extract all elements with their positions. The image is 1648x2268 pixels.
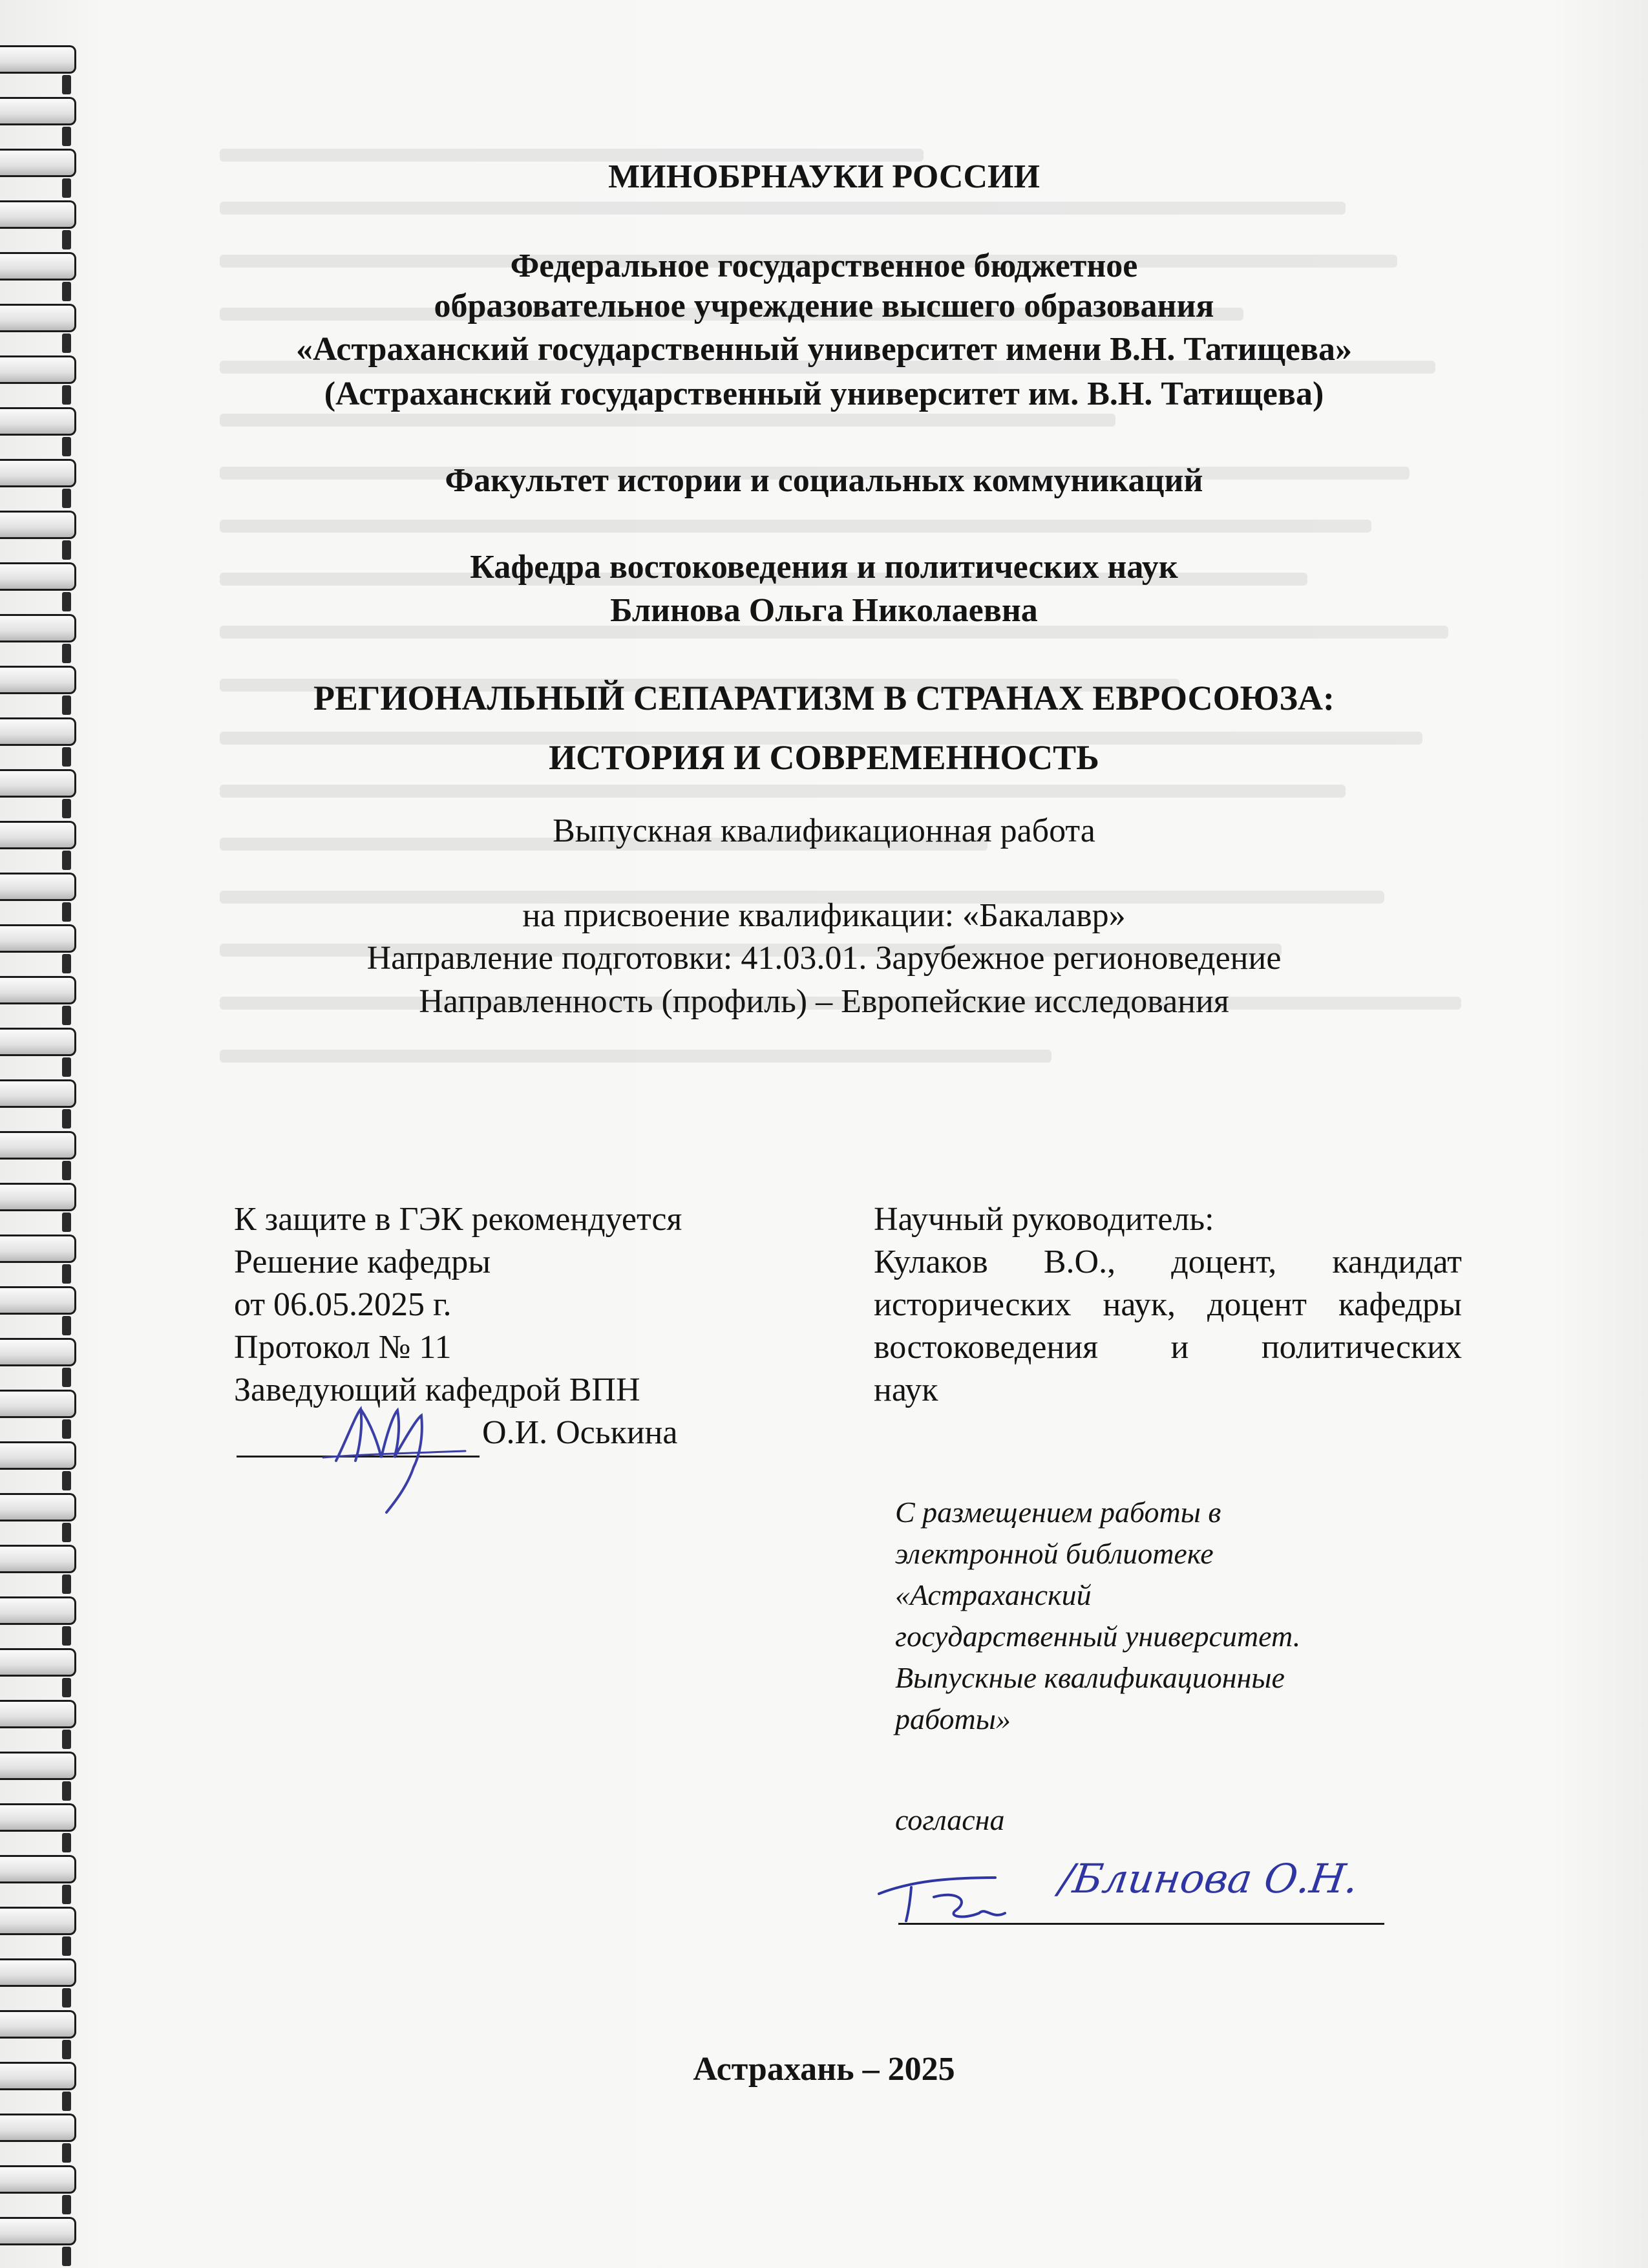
binding-ring [0,1596,76,1625]
supervisor-name: Кулаков В.О., доцент, кандидат [874,1244,1462,1280]
binding-hole [62,1264,71,1284]
binding-ring [0,1338,76,1366]
supervisor-department: востоковедения и политических [874,1329,1462,1366]
consent-line-1: С размещением работы в [895,1496,1221,1529]
binding-hole [62,1678,71,1697]
supervisor-block [874,1198,1462,1412]
consent-line-3: «Астраханский [895,1578,1092,1611]
decision-line: Решение кафедры [234,1244,491,1280]
binding-ring [0,1183,76,1211]
binding-ring [0,1907,76,1935]
institution-line-4: (Астраханский государственный университет им. В.Н. Татищева) [324,376,1324,412]
supervisor-department-end: наук [874,1372,938,1408]
binding-hole [62,2092,71,2111]
consent-line-2: электронной библиотеке [895,1537,1214,1570]
defense-recommendation-block [234,1198,682,1412]
binding-ring [0,97,76,125]
binding-hole [62,2247,71,2266]
binding-hole [62,437,71,456]
binding-hole [62,127,71,146]
binding-hole [62,75,71,94]
protocol-number: Протокол № 11 [234,1329,452,1366]
decision-date: от 06.05.2025 г. [234,1286,452,1323]
binding-ring [0,1803,76,1832]
binding-ring [0,1855,76,1883]
author-name: Блинова Ольга Николаевна [610,592,1038,629]
binding-ring [0,200,76,229]
ministry-heading: МИНОБРНАУКИ РОССИИ [608,158,1040,195]
binding-hole [62,1936,71,1956]
institution-line-3: «Астраханский государственный университет имени В.Н. Татищева» [296,331,1352,368]
binding-hole [62,1626,71,1646]
library-consent-block [895,1492,1300,1740]
binding-ring [0,1235,76,1263]
binding-ring [0,2217,76,2245]
binding-hole [62,1161,71,1180]
binding-hole [62,1213,71,1232]
binding-hole [62,1057,71,1077]
supervisor-degree: исторических наук, доцент кафедры [874,1286,1462,1323]
binding-hole [62,2195,71,2214]
consent-line-4: государственный университет. [895,1620,1301,1653]
binding-hole [62,1833,71,1852]
binding-hole [62,2143,71,2163]
binding-ring [0,1752,76,1780]
binding-hole [62,1316,71,1335]
thesis-title-line-1: РЕГИОНАЛЬНЫЙ СЕПАРАТИЗМ В СТРАНАХ ЕВРОСОЮЗА: [313,679,1335,717]
head-signature [310,1390,478,1519]
institution-line-2: образовательное учреждение высшего образования [434,288,1214,324]
binding-hole [62,644,71,663]
supervisor-label: Научный руководитель: [874,1201,1214,1238]
work-type: Выпускная квалификационная работа [553,812,1095,849]
binding-ring [0,511,76,539]
binding-ring [0,1079,76,1108]
binding-ring [0,1286,76,1315]
consent-line-6: работы» [895,1702,1011,1735]
agreed-word: согласна [895,1803,1005,1836]
binding-ring [0,1390,76,1418]
binding-hole [62,1574,71,1594]
city-year: Астрахань – 2025 [693,2051,955,2088]
binding-ring [0,1958,76,1987]
binding-ring [0,1648,76,1677]
qualification: на присвоение квалификации: «Бакалавр» [522,897,1126,934]
binding-hole [62,1885,71,1904]
training-profile: Направленность (профиль) – Европейские исследования [419,983,1229,1020]
binding-ring [0,45,76,74]
binding-hole [62,1781,71,1801]
binding-hole [62,1988,71,2008]
binding-hole [62,1109,71,1129]
head-signature-name: О.И. Оськина [482,1414,678,1451]
author-handwritten-name: /Блинова О.Н. [1056,1855,1362,1902]
faculty-name: Факультет истории и социальных коммуникаций [445,462,1203,499]
consent-agreed [895,1799,1004,1841]
department-name: Кафедра востоковедения и политических наук [470,549,1178,586]
training-direction: Направление подготовки: 41.03.01. Зарубежное регионоведение [366,940,1282,977]
binding-ring [0,1131,76,1160]
binding-ring [0,1441,76,1470]
binding-hole [62,1471,71,1490]
consent-line-5: Выпускные квалификационные [895,1661,1285,1694]
head-of-department-label: Заведующий кафедрой ВПН [234,1372,640,1408]
binding-hole [62,1730,71,1749]
binding-ring [0,2010,76,2039]
binding-ring [0,2165,76,2194]
recommendation-line: К защите в ГЭК рекомендуется [234,1201,682,1238]
binding-ring [0,1700,76,1728]
binding-hole [62,1368,71,1387]
binding-ring [0,2114,76,2142]
binding-ring [0,1493,76,1521]
binding-hole [62,1419,71,1439]
institution-line-1: Федеральное государственное бюджетное [510,248,1138,284]
binding-ring [0,1545,76,1573]
binding-hole [62,1523,71,1542]
binding-ring [0,1028,76,1056]
binding-hole [62,851,71,870]
thesis-title-line-2: ИСТОРИЯ И СОВРЕМЕННОСТЬ [549,738,1099,777]
